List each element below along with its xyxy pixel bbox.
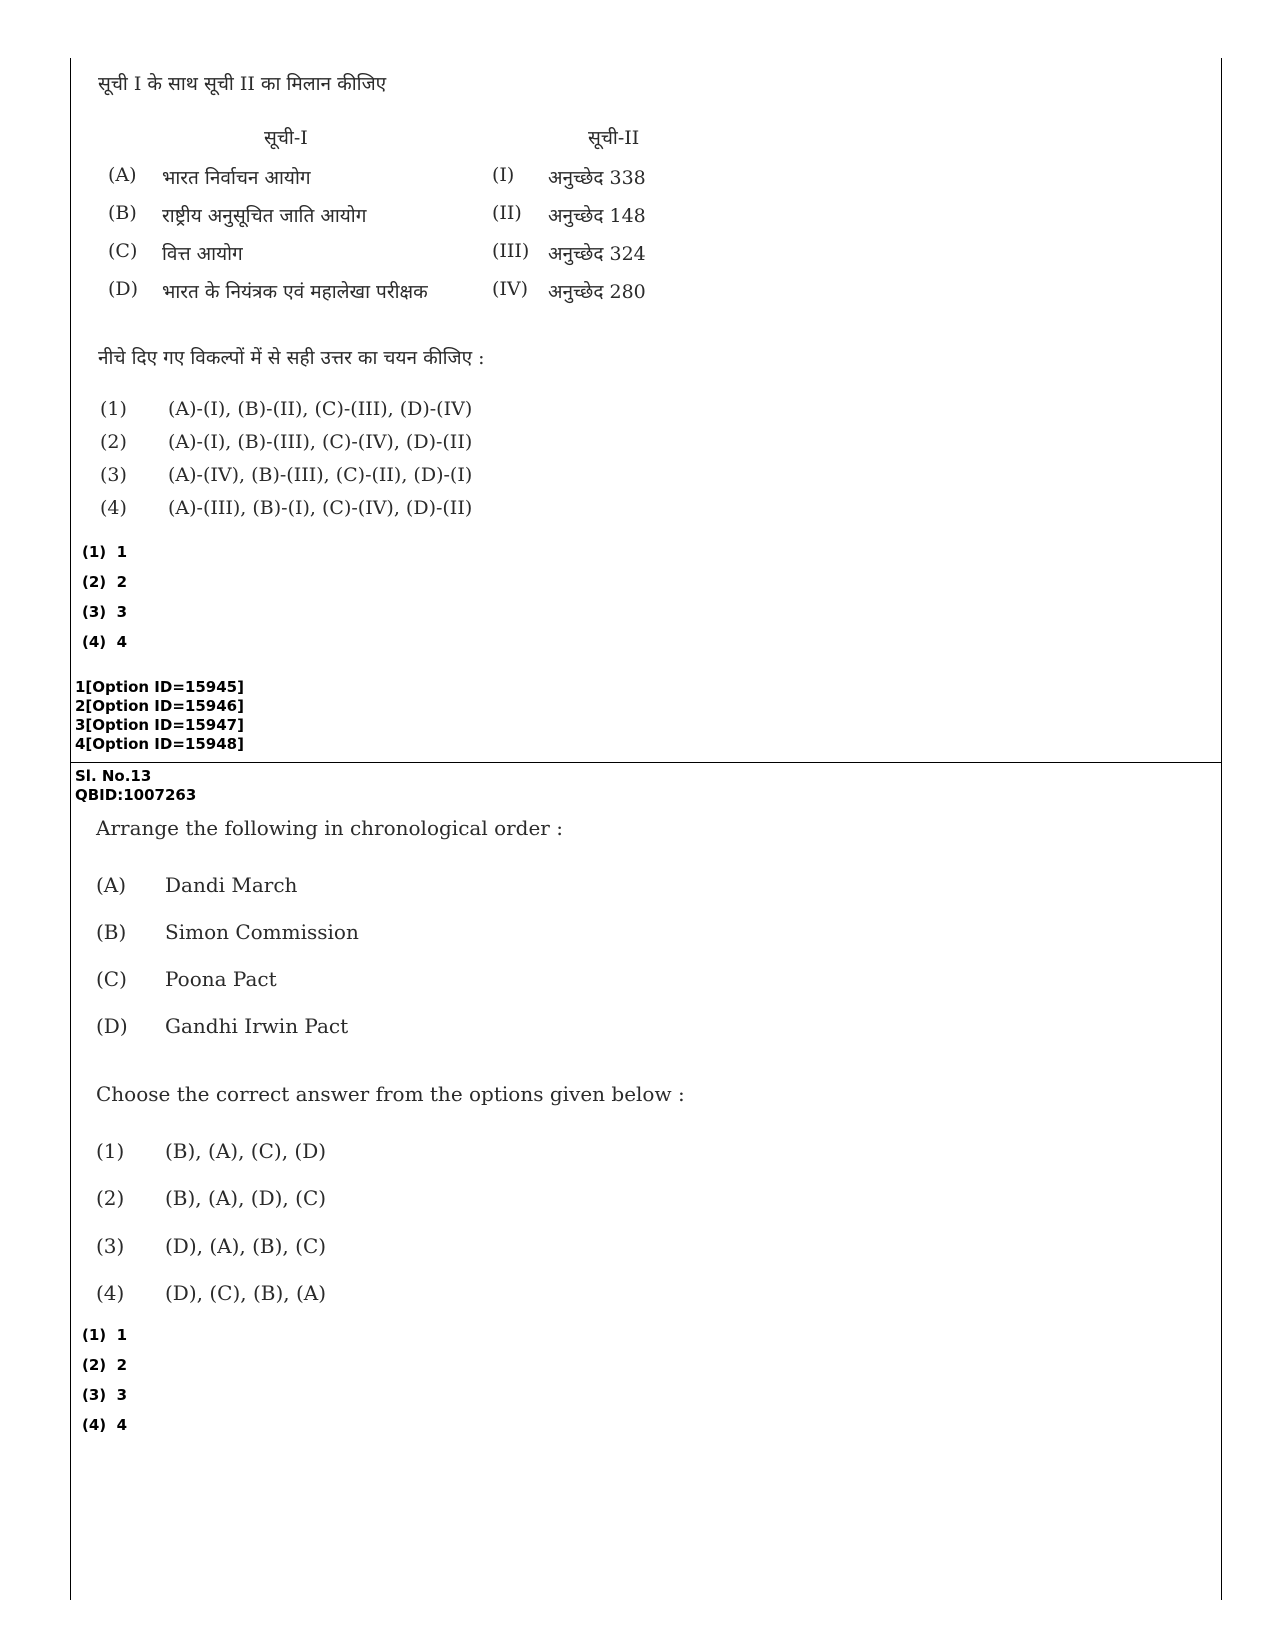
qbid: QBID:1007263 bbox=[75, 786, 197, 804]
q1-row-c-label: (C) bbox=[108, 240, 138, 262]
q2-item-b-text: Simon Commission bbox=[165, 920, 359, 944]
q2-choice-1-num: (1) bbox=[96, 1139, 125, 1163]
q2-choice-3-num: (3) bbox=[96, 1234, 125, 1258]
q1-list1-header: सूची-I bbox=[264, 127, 308, 149]
q1-row-b-l2-label: (II) bbox=[492, 202, 522, 224]
q1-row-a-label: (A) bbox=[108, 164, 137, 186]
q1-row-a-l2-text: अनुच्छेद 338 bbox=[548, 167, 646, 189]
q2-item-a-text: Dandi March bbox=[165, 873, 298, 897]
q1-row-d-l2-text: अनुच्छेद 280 bbox=[548, 281, 646, 303]
q2-choice-1-text: (B), (A), (C), (D) bbox=[165, 1139, 327, 1163]
q1-choice-3-text: (A)-(IV), (B)-(III), (C)-(II), (D)-(I) bbox=[168, 464, 473, 486]
q2-answer-option-1[interactable]: (1) 1 bbox=[82, 1326, 128, 1344]
q1-option-id-1: 1[Option ID=15945] bbox=[75, 678, 244, 696]
q1-choice-3-num: (3) bbox=[100, 464, 127, 486]
q2-item-a-label: (A) bbox=[96, 873, 127, 897]
q1-row-b-label: (B) bbox=[108, 202, 137, 224]
q1-row-a-text: भारत निर्वाचन आयोग bbox=[162, 167, 311, 189]
q1-choice-2-text: (A)-(I), (B)-(III), (C)-(IV), (D)-(II) bbox=[168, 431, 473, 453]
q2-answer-option-3[interactable]: (3) 3 bbox=[82, 1386, 128, 1404]
q1-row-d-label: (D) bbox=[108, 278, 139, 300]
q2-item-c-text: Poona Pact bbox=[165, 967, 277, 991]
q1-row-d-text: भारत के नियंत्रक एवं महालेखा परीक्षक bbox=[162, 281, 428, 303]
page-border-left bbox=[70, 58, 71, 1600]
q2-item-d-text: Gandhi Irwin Pact bbox=[165, 1014, 349, 1038]
q1-choice-4-num: (4) bbox=[100, 497, 127, 519]
q1-answer-option-2[interactable]: (2) 2 bbox=[82, 573, 128, 591]
q1-choice-1-num: (1) bbox=[100, 398, 127, 420]
q1-instruction: नीचे दिए गए विकल्पों में से सही उत्तर का चयन कीजिए : bbox=[98, 347, 485, 369]
q1-stem: सूची I के साथ सूची II का मिलान कीजिए bbox=[98, 73, 387, 95]
q2-choice-2-text: (B), (A), (D), (C) bbox=[165, 1186, 327, 1210]
q1-answer-option-1[interactable]: (1) 1 bbox=[82, 543, 128, 561]
q2-item-c-label: (C) bbox=[96, 967, 127, 991]
q1-row-d-l2-label: (IV) bbox=[492, 278, 529, 300]
q2-choice-4-num: (4) bbox=[96, 1281, 125, 1305]
q1-choice-2-num: (2) bbox=[100, 431, 127, 453]
q2-instruction: Choose the correct answer from the options given below : bbox=[96, 1082, 685, 1106]
q1-row-a-l2-label: (I) bbox=[492, 164, 515, 186]
q1-row-c-l2-label: (III) bbox=[492, 240, 530, 262]
question-divider bbox=[70, 762, 1222, 763]
q1-row-c-l2-text: अनुच्छेद 324 bbox=[548, 243, 646, 265]
q1-row-b-l2-text: अनुच्छेद 148 bbox=[548, 205, 646, 227]
q2-stem: Arrange the following in chronological order : bbox=[96, 816, 563, 840]
q1-option-id-4: 4[Option ID=15948] bbox=[75, 735, 244, 753]
q1-choice-1-text: (A)-(I), (B)-(II), (C)-(III), (D)-(IV) bbox=[168, 398, 473, 420]
q1-list2-header: सूची-II bbox=[588, 127, 640, 149]
q2-item-d-label: (D) bbox=[96, 1014, 128, 1038]
sl-no: Sl. No.13 bbox=[75, 767, 152, 785]
page-border-right bbox=[1221, 58, 1222, 1600]
q1-option-id-3: 3[Option ID=15947] bbox=[75, 716, 244, 734]
q2-item-b-label: (B) bbox=[96, 920, 127, 944]
q1-row-b-text: राष्ट्रीय अनुसूचित जाति आयोग bbox=[162, 205, 367, 227]
q1-answer-option-4[interactable]: (4) 4 bbox=[82, 633, 128, 651]
q2-answer-option-2[interactable]: (2) 2 bbox=[82, 1356, 128, 1374]
q1-option-id-2: 2[Option ID=15946] bbox=[75, 697, 244, 715]
q2-answer-option-4[interactable]: (4) 4 bbox=[82, 1416, 128, 1434]
q1-row-c-text: वित्त आयोग bbox=[162, 243, 243, 265]
q2-choice-4-text: (D), (C), (B), (A) bbox=[165, 1281, 327, 1305]
q1-choice-4-text: (A)-(III), (B)-(I), (C)-(IV), (D)-(II) bbox=[168, 497, 473, 519]
q2-choice-2-num: (2) bbox=[96, 1186, 125, 1210]
q2-choice-3-text: (D), (A), (B), (C) bbox=[165, 1234, 327, 1258]
q1-answer-option-3[interactable]: (3) 3 bbox=[82, 603, 128, 621]
